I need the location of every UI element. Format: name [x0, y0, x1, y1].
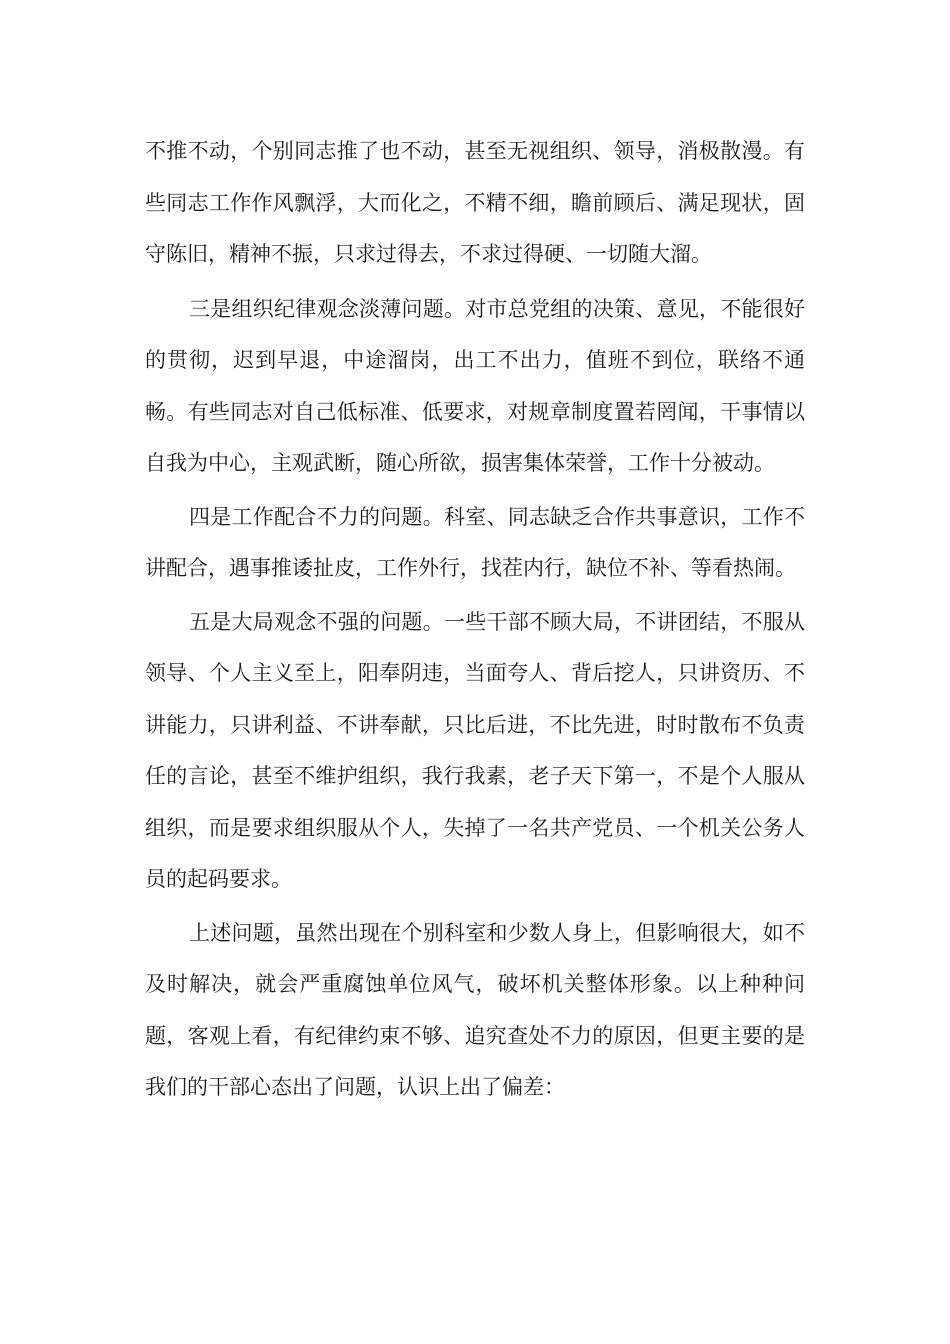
document-body	[145, 126, 805, 1116]
paragraph-summary: 上述问题，虽然出现在个别科室和少数人身上，但影响很大，如不及时解决，就会严重腐蚀单位风气，破坏机关整体形象。以上种种问题，客观上看，有纪律约束不够、追究查处不力的原因，但更主要的是我们的干部心态出了问题，认识上出了偏差：	[145, 920, 805, 1099]
paragraph-overall-view: 五是大局观念不强的问题。一些干部不顾大局，不讲团结，不服从领导、个人主义至上，阳奉阴违，当面夸人、背后挖人，只讲资历、不讲能力，只讲利益、不讲奉献，只比后进，不比先进，时时散布不负责任的言论，甚至不维护组织，我行我素，老子天下第一，不是个人服从组织，而是要求组织服从个人，失掉了一名共产党员、一个机关公务人员的起码要求。	[145, 609, 805, 891]
paragraph-continuation: 不推不动，个别同志推了也不动，甚至无视组织、领导，消极散漫。有些同志工作作风飘浮，大而化之，不精不细，瞻前顾后、满足现状，固守陈旧，精神不振，只求过得去，不求过得硬、一切随大溜。	[145, 139, 805, 266]
paragraph-discipline: 三是组织纪律观念淡薄问题。对市总党组的决策、意见，不能很好的贯彻，迟到早退，中途溜岗，出工不出力，值班不到位，联络不通畅。有些同志对自己低标准、低要求，对规章制度置若罔闻，干事情以自我为中心，主观武断，随心所欲，损害集体荣誉，工作十分被动。	[145, 296, 805, 475]
paragraph-cooperation: 四是工作配合不力的问题。科室、同志缺乏合作共事意识，工作不讲配合，遇事推诿扯皮，工作外行，找茬内行，缺位不补、等看热闹。	[145, 504, 805, 580]
